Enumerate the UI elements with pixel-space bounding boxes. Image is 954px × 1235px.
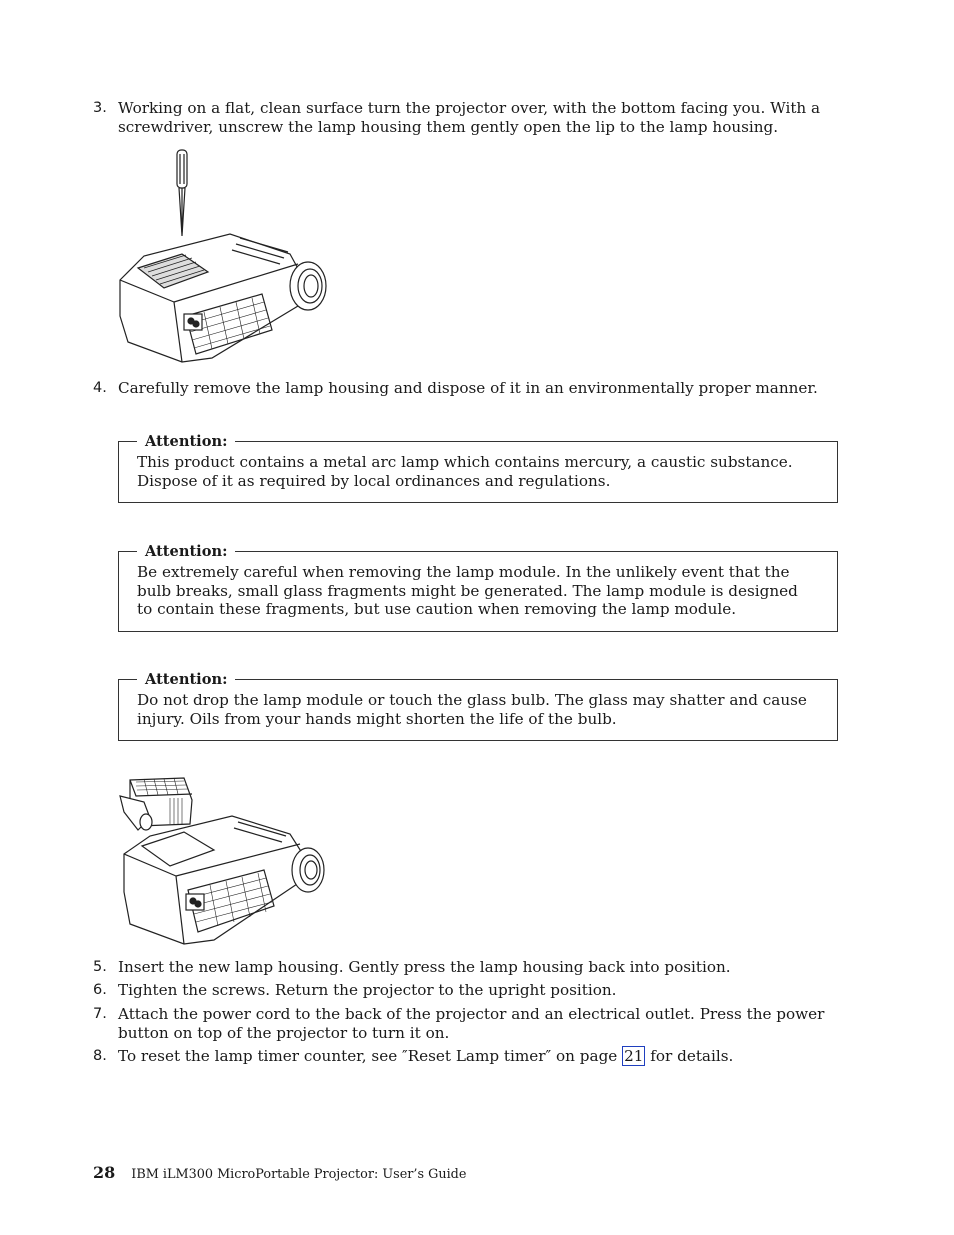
step-text: Carefully remove the lamp housing and dispose of it in an environmentally proper manner. xyxy=(118,379,818,397)
step-5 xyxy=(93,958,833,977)
step-number: 8. xyxy=(93,1048,107,1064)
step-4 xyxy=(93,379,833,398)
attention-label: Attention: xyxy=(137,543,235,561)
step-number: 3. xyxy=(93,100,107,116)
attention-box-glass-fragments xyxy=(118,543,838,632)
attention-box-glass-bulb xyxy=(118,671,838,741)
page-number: 28 xyxy=(93,1163,116,1182)
step-text-after: for details. xyxy=(645,1047,734,1065)
step-text: Tighten the screws. Return the projector to the upright position. xyxy=(118,981,617,999)
step-text: Working on a flat, clean surface turn the projector over, with the bottom facing you. With a screwdriver, unscrew the lamp housing them gently open the lip to the lamp housing. xyxy=(118,99,821,136)
projector-screwdriver-illustration-icon xyxy=(112,146,334,368)
projector-lamp-removed-illustration-icon xyxy=(114,772,328,948)
page-link-21[interactable]: 21 xyxy=(624,1047,644,1065)
step-6 xyxy=(93,981,833,1000)
step-text-before: To reset the lamp timer counter, see ″Reset Lamp timer″ on page xyxy=(118,1047,623,1065)
attention-text: This product contains a metal arc lamp which contains mercury, a caustic substance. Dispose of it as required by local ordinances and regulations. xyxy=(137,453,793,490)
step-8 xyxy=(93,1047,833,1066)
step-3 xyxy=(93,99,833,136)
step-text xyxy=(118,1047,833,1066)
step-text: Insert the new lamp housing. Gently press the lamp housing back into position. xyxy=(118,958,731,976)
attention-label: Attention: xyxy=(137,433,235,451)
step-number: 5. xyxy=(93,959,107,975)
step-number: 4. xyxy=(93,380,107,396)
step-number: 6. xyxy=(93,982,107,998)
step-text: Attach the power cord to the back of the projector and an electrical outlet. Press the power button on top of the projector to turn it on. xyxy=(118,1005,825,1042)
attention-text: Do not drop the lamp module or touch the glass bulb. The glass may shatter and cause injury. Oils from your hands might shorten the life of the bulb. xyxy=(137,691,807,728)
footer-title: IBM iLM300 MicroPortable Projector: User’s Guide xyxy=(131,1167,467,1182)
attention-text: Be extremely careful when removing the lamp module. In the unlikely event that the bulb breaks, small glass fragments might be generated. The lamp module is designed to contain these fragments, but use caution when removing the lamp module. xyxy=(137,563,798,618)
attention-box-mercury xyxy=(118,433,838,503)
page-footer xyxy=(93,1163,466,1182)
step-7 xyxy=(93,1005,833,1042)
step-number: 7. xyxy=(93,1006,107,1022)
attention-label: Attention: xyxy=(137,671,235,689)
